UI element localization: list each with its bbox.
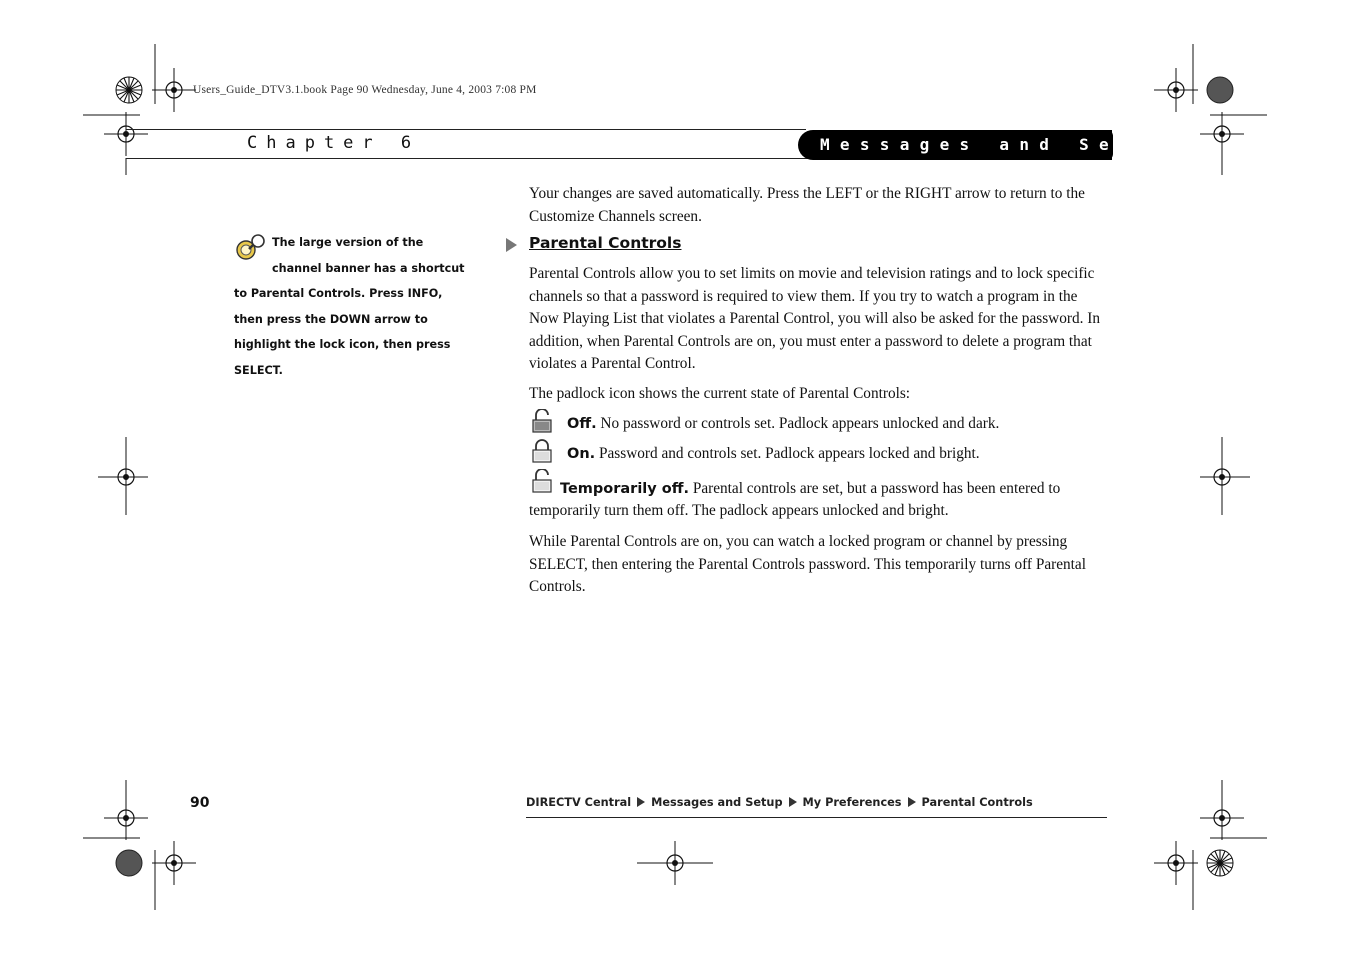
lightbulb-magnifier-icon bbox=[234, 232, 266, 264]
parental-controls-paragraph: Parental Controls allow you to set limits on movie and television ratings and to lock specific channels so that a password is required to view them. If you try to watch a program in the Now Playing List that violates a Parental Control, you will also be asked for the password. In addition, when Parental Controls are on, you must enter a password to delete a program that violates a Parental Control. bbox=[529, 265, 1100, 372]
intro-paragraph: Your changes are saved automatically. Press the LEFT or the RIGHT arrow to return to the Customize Channels screen. bbox=[529, 185, 1085, 225]
state-temporarily-off: Temporarily off. Parental controls are set, but a password has been entered to temporarily turn them off. The padlock appears unlocked and bright. bbox=[529, 480, 1061, 519]
breadcrumb-arrow-icon bbox=[637, 797, 645, 807]
padlock-intro-paragraph: The padlock icon shows the current state of Parental Controls: bbox=[529, 385, 911, 402]
star-target-bottom-right bbox=[1207, 850, 1233, 876]
star-target-top-left bbox=[116, 77, 142, 103]
heading-arrow-icon bbox=[506, 238, 517, 252]
section-heading: Parental Controls bbox=[529, 234, 682, 252]
chapter-label: Chapter 6 bbox=[247, 133, 421, 153]
breadcrumb-item: Parental Controls bbox=[921, 796, 1033, 809]
state-off: Off. No password or controls set. Padlock appears unlocked and dark. bbox=[567, 415, 1000, 432]
tip-note bbox=[234, 230, 466, 384]
disc-target-top-right bbox=[1207, 77, 1233, 103]
page-number: 90 bbox=[190, 795, 210, 811]
breadcrumb-item: DIRECTV Central bbox=[526, 796, 632, 809]
breadcrumb-arrow-icon bbox=[789, 797, 797, 807]
tip-text: The large version of the channel banner has a shortcut to Parental Controls. Press INFO, then press the DOWN arrow to highlight the lock icon, then press SELECT. bbox=[234, 236, 465, 377]
breadcrumb-item: Messages and Setup bbox=[651, 796, 783, 809]
breadcrumb-item: My Preferences bbox=[802, 796, 902, 809]
footer-rule bbox=[526, 817, 1107, 818]
state-on: On. Password and controls set. Padlock appears locked and bright. bbox=[567, 445, 980, 462]
locked-program-paragraph: While Parental Controls are on, you can watch a locked program or channel by pressing SELECT, then entering the Parental Controls password. This temporarily turns off Parental Controls. bbox=[529, 533, 1086, 595]
breadcrumb-arrow-icon bbox=[908, 797, 916, 807]
print-header: Users_Guide_DTV3.1.book Page 90 Wednesday, June 4, 2003 7:08 PM bbox=[193, 84, 537, 96]
chapter-rule-top bbox=[126, 129, 806, 130]
breadcrumb bbox=[526, 796, 1033, 809]
section-label: Messages and Setup bbox=[820, 135, 1179, 154]
disc-target-bottom-left bbox=[116, 850, 142, 876]
